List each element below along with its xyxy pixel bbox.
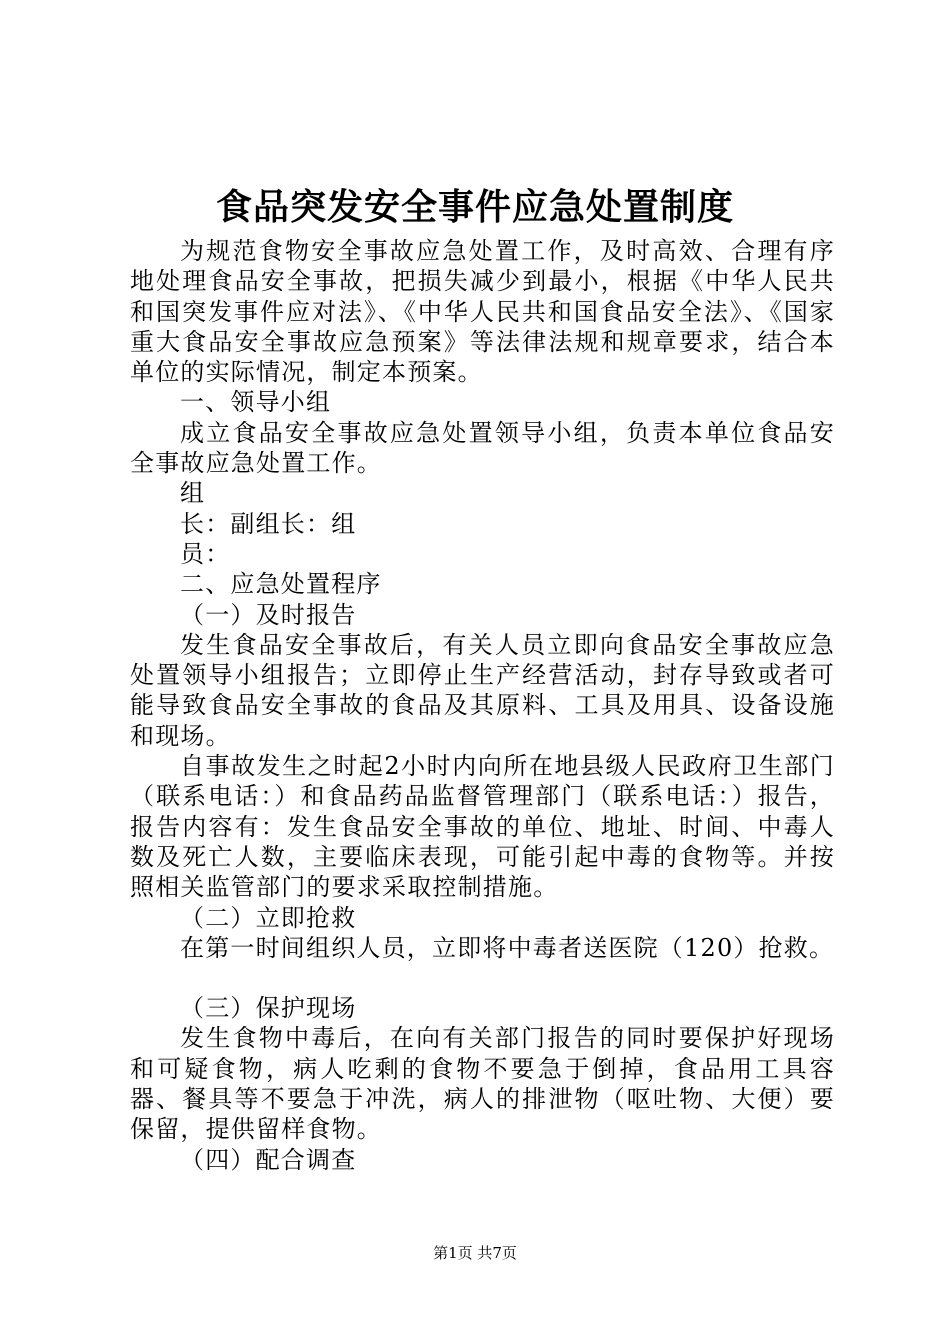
page-footer: 第1页 共7页 xyxy=(433,1244,517,1262)
report-paragraph-1: 发生食品安全事故后，有关人员立即向食品安全事故应急处置领导小组报告；立即停止生产经营活动，封存导致或者可能导致食品安全事故的食品及其原料、工具及用具、设备设施和现场。 xyxy=(130,630,835,750)
section-heading-2: 二、应急处置程序 xyxy=(180,570,382,599)
members-line-1: 组 xyxy=(180,479,206,508)
members-line-2: 长：副组长：组 xyxy=(180,509,357,538)
protect-paragraph: 发生食物中毒后，在向有关部门报告的同时要保护好现场和可疑食物，病人吃剩的食物不要急于倒掉，食品用工具容器、餐具等不要急于冲洗，病人的排泄物（呕吐物、大便）要保留，提供留样食物。 xyxy=(130,1024,835,1144)
leadership-paragraph: 成立食品安全事故应急处置领导小组，负责本单位食品安全事故应急处置工作。 xyxy=(130,418,835,478)
subsection-heading-rescue: （二）立即抢救 xyxy=(180,903,357,932)
blank-line xyxy=(130,963,835,993)
subsection-heading-investigation: （四）配合调查 xyxy=(180,1145,357,1174)
rescue-paragraph: 在第一时间组织人员，立即将中毒者送医院（120）抢救。 xyxy=(180,933,835,962)
subsection-heading-report: （一）及时报告 xyxy=(180,600,357,629)
document-title: 食品突发安全事件应急处置制度 xyxy=(215,187,734,228)
document-body xyxy=(130,236,835,1175)
subsection-heading-protect: （三）保护现场 xyxy=(180,994,357,1023)
members-line-3: 员： xyxy=(180,539,231,568)
intro-paragraph: 为规范食物安全事故应急处置工作，及时高效、合理有序地处理食品安全事故，把损失减少到最小，根据《中华人民共和国突发事件应对法》、《中华人民共和国食品安全法》、《国家重大食品安全事故应急预案》等法律法规和规章要求，结合本单位的实际情况，制定本预案。 xyxy=(130,237,835,387)
section-heading-1: 一、领导小组 xyxy=(180,388,332,417)
report-paragraph-2: 自事故发生之时起2小时内向所在地县级人民政府卫生部门（联系电话：）和食品药品监督管理部门（联系电话：）报告，报告内容有：发生食品安全事故的单位、地址、时间、中毒人数及死亡人数，主要临床表现，可能引起中毒的食物等。并按照相关监管部门的要求采取控制措施。 xyxy=(130,752,835,902)
